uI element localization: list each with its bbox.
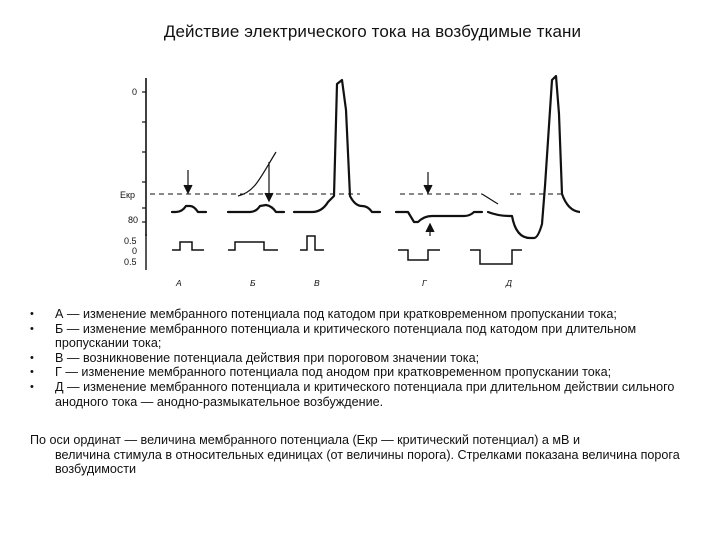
panel-label-g: Г	[422, 278, 427, 288]
stimulus-panel-d	[470, 250, 522, 264]
legend-list	[30, 307, 695, 409]
panel-label-a: А	[176, 278, 182, 288]
panel-label-b: Б	[250, 278, 256, 288]
excitation-diagram	[110, 66, 580, 288]
critical-potential-rise-panel-d	[482, 194, 498, 204]
trace-panel-a	[172, 206, 206, 212]
trace-panel-d	[488, 76, 580, 238]
axis-footnote	[30, 433, 695, 477]
legend-item: • Д — изменение мембранного потенциала и критического потенциала при длительном действии сильного анодного тока — анодно-размыкательное возбуждение.	[30, 379, 675, 409]
footnote-first-line: По оси ординат — величина мембранного потенциала (Екр — критический потенциал) а мВ и	[30, 433, 580, 447]
y-label-80: 80	[128, 215, 139, 225]
stimulus-panel-a	[172, 242, 204, 250]
legend-item: • В — возникновение потенциала действия при пороговом значении тока;	[30, 350, 480, 365]
panel-label-v: В	[314, 278, 320, 288]
y-label-stim-neg: 0.5	[124, 257, 137, 267]
footnote-body: величина стимула в относительных единицах (от величины порога). Стрелками показана величина порога возбудимости	[55, 447, 680, 477]
y-label-stim-pos: 0.5	[124, 236, 137, 246]
trace-panel-g	[396, 212, 482, 222]
legend-item: • Б — изменение мембранного потенциала и критического потенциала под катодом при длительном пропускании тока;	[30, 321, 637, 351]
y-label-zero: 0	[132, 87, 138, 97]
slide-title: Действие электрического тока на возбудимые ткани	[163, 22, 582, 41]
threshold-arrows	[184, 162, 434, 236]
legend-item: • Г — изменение мембранного потенциала под анодом при кратковременном пропускании тока;	[30, 365, 612, 380]
critical-potential-rise-panel-b	[238, 152, 276, 196]
trace-panel-b	[228, 205, 284, 212]
stimulus-panel-b	[228, 242, 278, 250]
y-label-stim-zero: 0	[132, 246, 138, 256]
legend-item: • А — изменение мембранного потенциала под катодом при кратковременном пропускании тока;	[30, 307, 617, 321]
y-label-ecr: Екр	[120, 190, 135, 200]
trace-panel-v	[294, 80, 380, 212]
stimulus-panel-g	[398, 250, 440, 260]
stimulus-panel-v	[300, 236, 324, 250]
panel-label-d: Д	[506, 278, 512, 288]
